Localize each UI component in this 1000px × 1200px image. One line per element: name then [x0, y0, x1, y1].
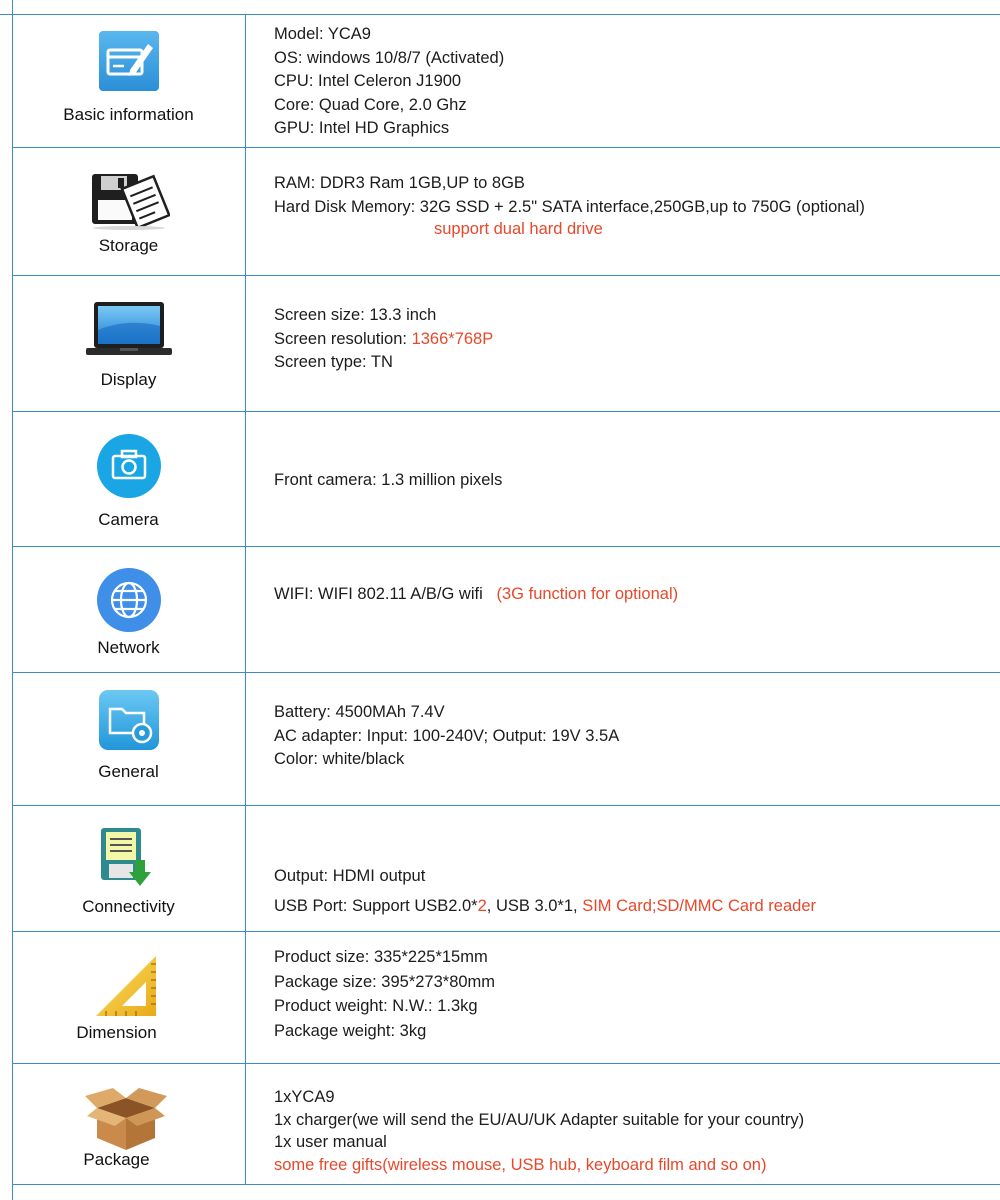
spec-model: Model: YCA9	[274, 25, 371, 43]
row-label: Camera	[98, 510, 159, 529]
spec-wifi: WIFI: WIFI 802.11 A/B/G wifi (3G function for optional)	[274, 585, 679, 603]
row-connectivity	[12, 805, 1000, 931]
edit-card-icon	[98, 30, 160, 97]
spec-battery: Battery: 4500MAh 7.4V	[274, 703, 445, 721]
spec-package-weight: Package weight: 3kg	[274, 1021, 427, 1040]
spec-text	[274, 23, 504, 141]
row-label: Storage	[98, 236, 159, 255]
spec-text	[274, 583, 678, 607]
spec-color: Color: white/black	[274, 750, 405, 768]
package-item: 1x charger(we will send the EU/AU/UK Adapter suitable for your country)	[274, 1110, 805, 1129]
label-cell	[12, 15, 245, 147]
label-cell	[12, 1064, 245, 1184]
spec-output: Output: HDMI output	[274, 867, 426, 885]
row-storage	[12, 147, 1000, 275]
spec-core: Core: Quad Core, 2.0 Ghz	[274, 95, 467, 114]
row-label: Display	[100, 370, 157, 389]
spec-text	[274, 469, 502, 493]
spec-usb-port: USB Port: Support USB2.0*2, USB 3.0*1, SIM Card;SD/MMC Card reader	[274, 897, 816, 915]
label-cell	[12, 547, 245, 672]
spec-os: OS: windows 10/8/7 (Activated)	[274, 48, 505, 67]
spec-package-size: Package size: 395*273*80mm	[274, 972, 496, 991]
row-camera	[12, 411, 1000, 546]
floppy-disk-icon	[88, 170, 170, 235]
spec-dual-drive: support dual hard drive	[434, 220, 603, 238]
spec-screen-type: Screen type: TN	[274, 353, 393, 371]
label-cell	[12, 673, 245, 805]
label-cell	[12, 276, 245, 411]
spec-text	[274, 945, 495, 1043]
spec-screen-resolution: Screen resolution: 1366*768P	[274, 329, 494, 348]
spec-ram: RAM: DDR3 Ram 1GB,UP to 8GB	[274, 174, 525, 192]
row-dimension	[12, 931, 1000, 1063]
laptop-icon	[86, 300, 172, 363]
folder-gear-icon	[98, 689, 160, 756]
row-network	[12, 546, 1000, 672]
package-item: 1x user manual	[274, 1133, 387, 1151]
label-cell	[12, 412, 245, 546]
package-item: 1xYCA9	[274, 1088, 335, 1106]
row-display	[12, 275, 1000, 411]
label-cell	[12, 932, 245, 1063]
box-icon	[83, 1082, 169, 1157]
spec-text	[274, 172, 865, 239]
set-square-icon	[94, 954, 160, 1023]
document-download-icon	[97, 826, 161, 897]
label-cell	[12, 806, 245, 931]
row-label: General	[98, 762, 159, 781]
row-label: Basic information	[63, 105, 194, 124]
spec-text	[274, 861, 816, 921]
row-label: Connectivity	[82, 897, 175, 916]
spec-text	[274, 701, 619, 772]
globe-icon	[96, 567, 162, 638]
row-label: Package	[83, 1150, 150, 1169]
spec-product-weight: Product weight: N.W.: 1.3kg	[274, 997, 478, 1015]
row-label: Network	[97, 638, 160, 657]
camera-icon	[96, 433, 162, 504]
row-general	[12, 672, 1000, 805]
spec-screen-size: Screen size: 13.3 inch	[274, 306, 437, 324]
row-basic-information	[12, 14, 1000, 147]
spec-disk: Hard Disk Memory: 32G SSD + 2.5" SATA interface,250GB,up to 750G (optional)	[274, 197, 865, 216]
row-label: Dimension	[76, 1023, 157, 1042]
spec-product-size: Product size: 335*225*15mm	[274, 948, 488, 966]
spec-text	[274, 1086, 804, 1176]
label-cell	[12, 148, 245, 275]
spec-front-camera: Front camera: 1.3 million pixels	[274, 471, 503, 489]
row-package	[12, 1063, 1000, 1184]
spec-ac-adapter: AC adapter: Input: 100-240V; Output: 19V 3.5A	[274, 726, 620, 745]
spec-cpu: CPU: Intel Celeron J1900	[274, 72, 462, 90]
spec-text	[274, 304, 493, 375]
spec-gpu: GPU: Intel HD Graphics	[274, 119, 450, 137]
package-gifts: some free gifts(wireless mouse, USB hub, keyboard film and so on)	[274, 1155, 767, 1174]
table-bottom-border	[12, 1184, 1000, 1185]
